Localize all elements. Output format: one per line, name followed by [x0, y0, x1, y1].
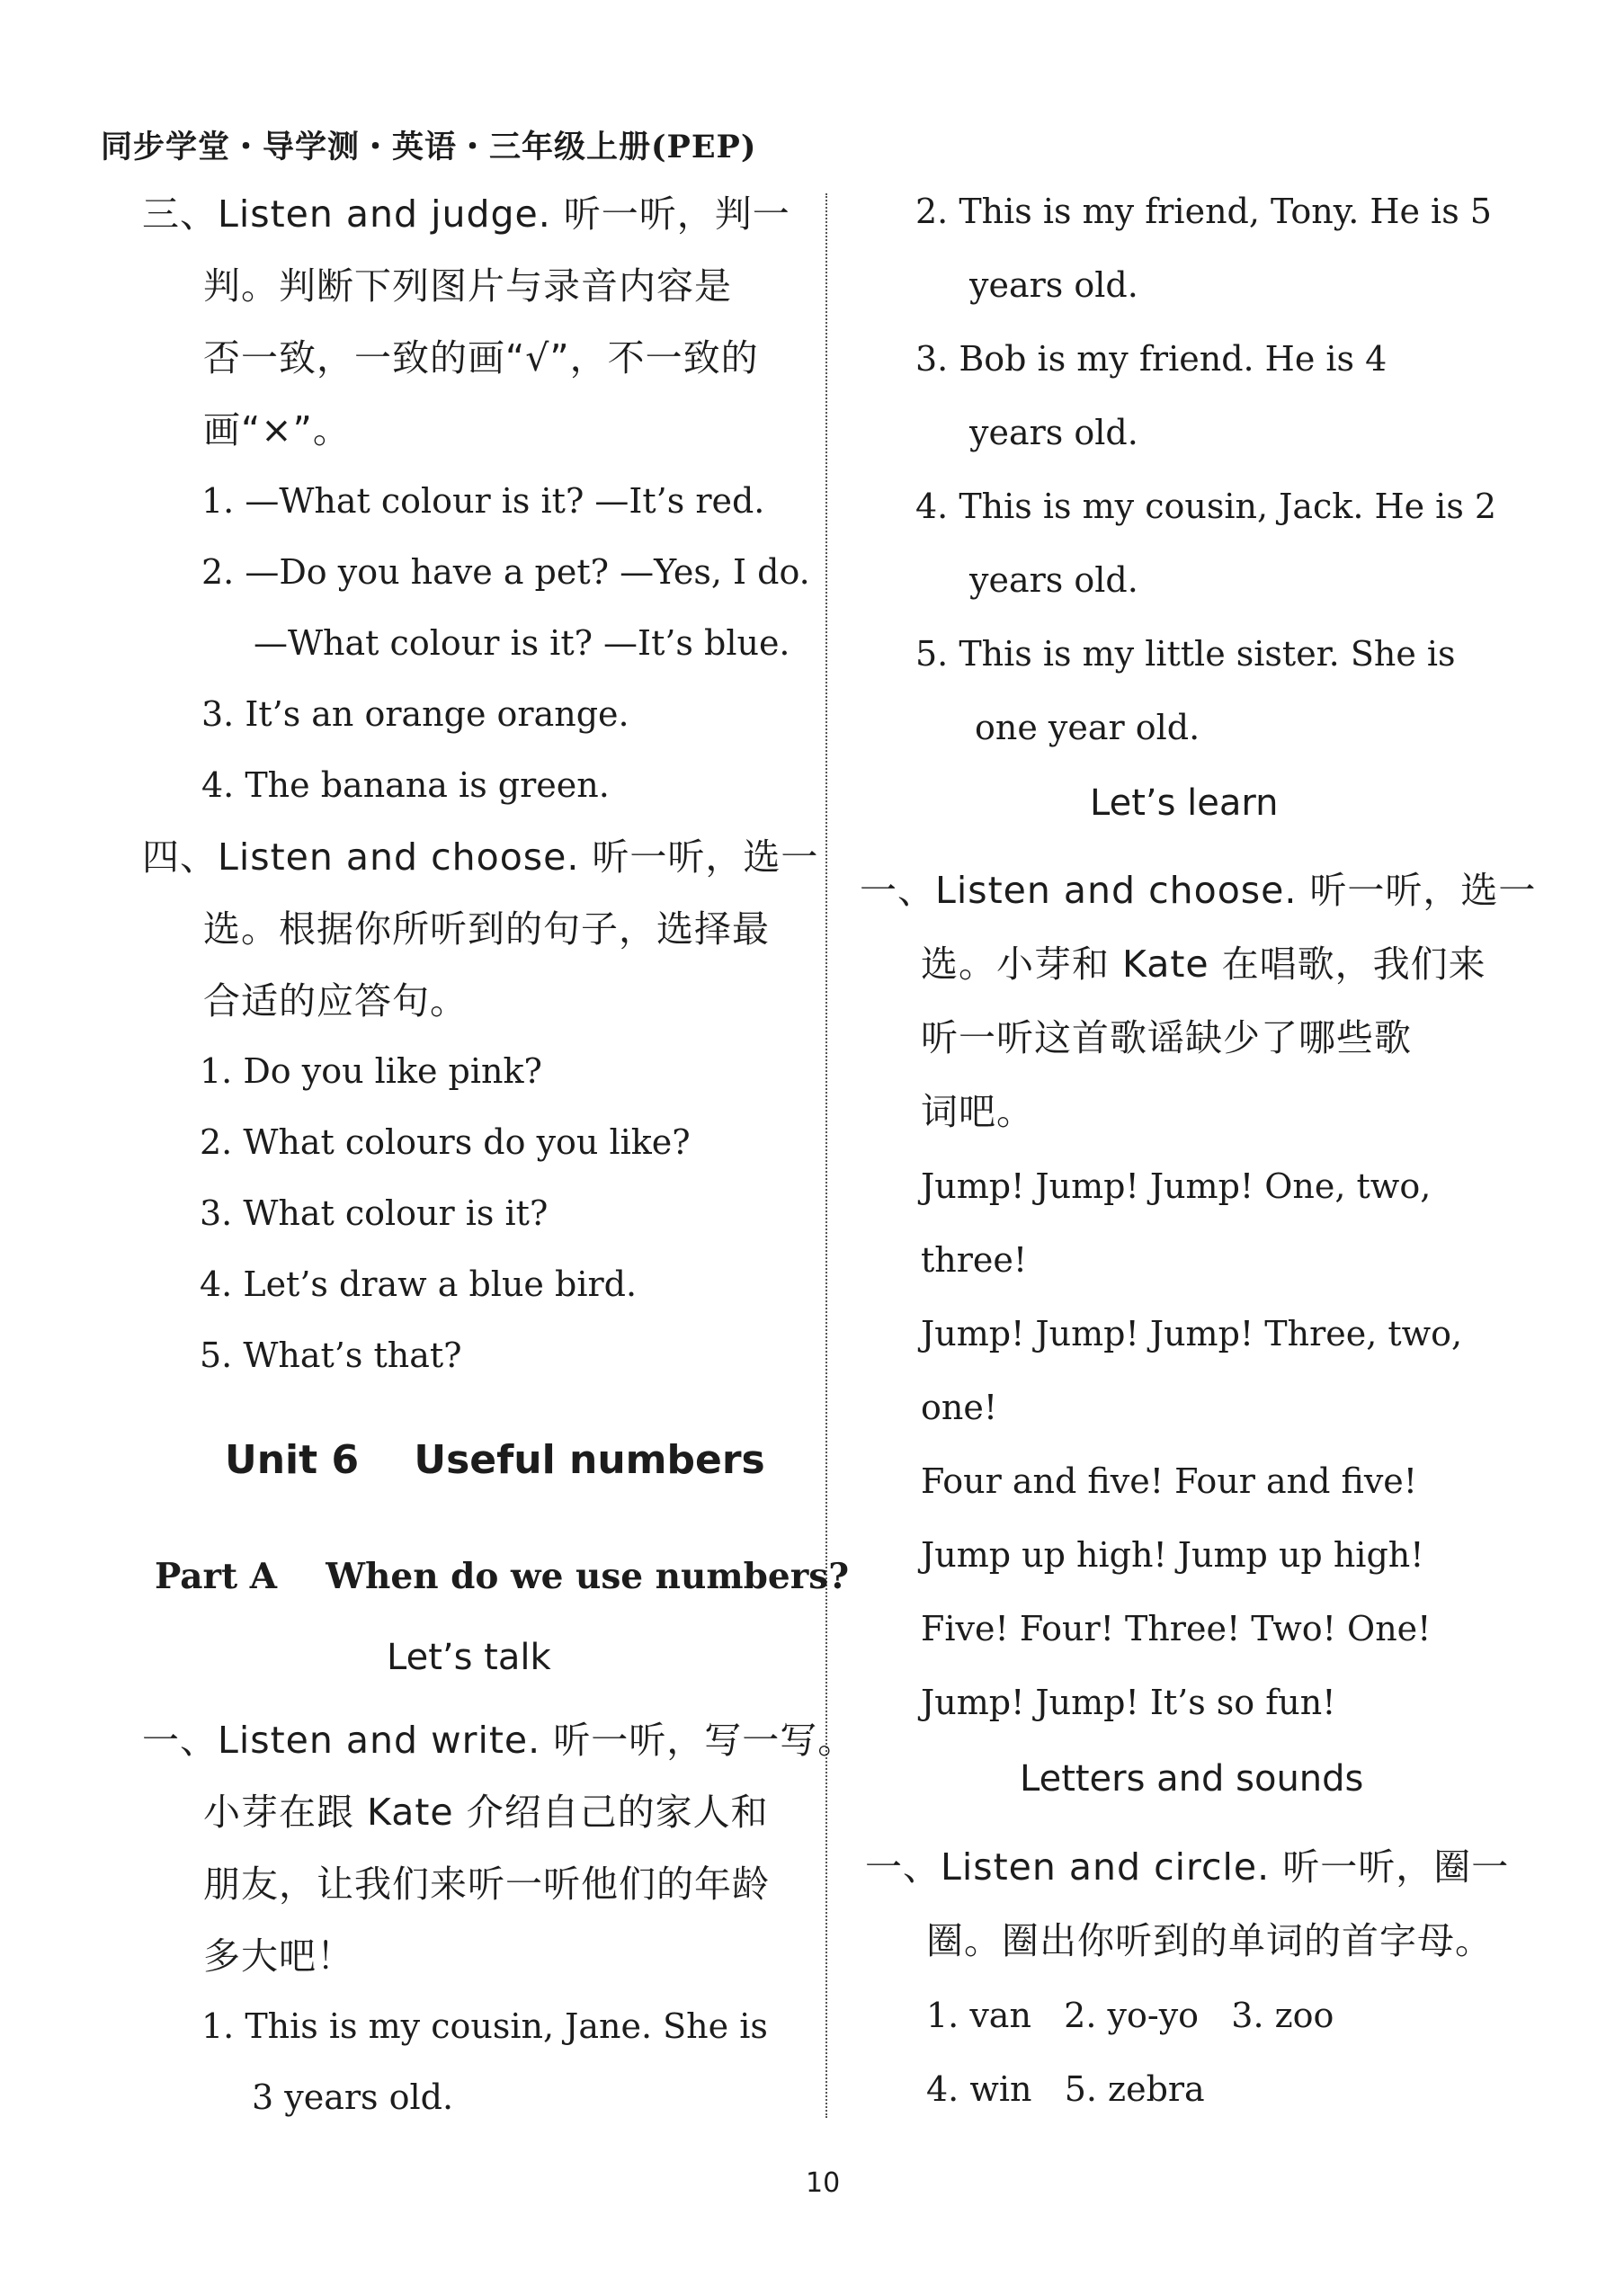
section3-line4: 画“×”。	[203, 408, 351, 451]
circle-section-line2: 圈。圈出你听到的单词的首字母。	[926, 1919, 1493, 1962]
section4-line1: 四、Listen and choose. 听一听，选一	[142, 835, 819, 879]
lets-talk-heading: Let’s talk	[387, 1637, 551, 1678]
section3-line3: 否一致，一致的画“√”，不一致的	[203, 336, 759, 380]
song-line-6: Jump up high! Jump up high!	[921, 1535, 1424, 1575]
section4-item-5: 5. What’s that?	[200, 1335, 462, 1375]
page-header: 同步学堂・导学测・英语・三年级上册(PEP)	[101, 129, 757, 165]
talk-item-4b: years old.	[969, 560, 1138, 600]
talk-item-1b: 3 years old.	[252, 2077, 454, 2117]
talk-section1-line3: 朋友，让我们来听一听他们的年龄	[203, 1863, 770, 1906]
section4-item-3: 3. What colour is it?	[200, 1193, 549, 1233]
unit-title: Unit 6 Useful numbers	[225, 1437, 765, 1483]
learn-section-line1: 一、Listen and choose. 听一听，选一	[860, 869, 1537, 912]
section3-item-3: 3. It’s an orange orange.	[201, 694, 629, 734]
page-number: 10	[806, 2167, 841, 2199]
talk-section1-line2: 小芽在跟 Kate 介绍自己的家人和	[203, 1791, 769, 1834]
section3-item-2b: —What colour is it? —It’s blue.	[254, 623, 790, 663]
section4-item-4: 4. Let’s draw a blue bird.	[200, 1264, 638, 1304]
section4-line3: 合适的应答句。	[203, 979, 468, 1023]
talk-item-5b: one year old.	[975, 708, 1200, 747]
talk-item-1: 1. This is my cousin, Jane. She is	[201, 2006, 768, 2046]
song-line-4: one!	[921, 1388, 998, 1427]
talk-item-3: 3. Bob is my friend. He is 4	[915, 339, 1388, 379]
song-line-2: three!	[921, 1240, 1028, 1280]
talk-section1-line1: 一、Listen and write. 听一听，写一写。	[142, 1719, 856, 1762]
section4-line2: 选。根据你所听到的句子，选择最	[203, 907, 770, 951]
talk-item-2b: years old.	[969, 265, 1138, 305]
section3-line2: 判。判断下列图片与录音内容是	[203, 264, 732, 308]
song-line-8: Jump! Jump! It’s so fun!	[921, 1683, 1336, 1722]
talk-item-5: 5. This is my little sister. She is	[915, 634, 1456, 674]
part-title: Part A When do we use numbers?	[155, 1556, 850, 1597]
learn-section-line3: 听一听这首歌谣缺少了哪些歌	[921, 1016, 1412, 1059]
song-line-3: Jump! Jump! Jump! Three, two,	[921, 1314, 1463, 1353]
song-line-5: Four and five! Four and five!	[921, 1461, 1418, 1501]
section4-item-1: 1. Do you like pink?	[200, 1051, 542, 1091]
letters-sounds-heading: Letters and sounds	[1020, 1758, 1364, 1800]
talk-item-4: 4. This is my cousin, Jack. He is 2	[915, 487, 1497, 526]
talk-item-2: 2. This is my friend, Tony. He is 5	[915, 192, 1492, 231]
column-divider	[825, 193, 827, 2118]
talk-section1-line4: 多大吧！	[203, 1934, 354, 1978]
section3-item-1: 1. —What colour is it? —It’s red.	[201, 481, 765, 521]
lets-learn-heading: Let’s learn	[1090, 782, 1279, 824]
learn-section-line2: 选。小芽和 Kate 在唱歌，我们来	[921, 942, 1486, 986]
section3-line1: 三、Listen and judge. 听一听，判一	[142, 192, 790, 236]
section4-item-2: 2. What colours do you like?	[200, 1122, 691, 1162]
song-line-1: Jump! Jump! Jump! One, two,	[921, 1166, 1432, 1206]
learn-section-line4: 词吧。	[921, 1090, 1034, 1133]
song-line-7: Five! Four! Three! Two! One!	[921, 1609, 1432, 1648]
section3-item-4: 4. The banana is green.	[201, 765, 610, 805]
circle-words-row1: 1. van 2. yo-yo 3. zoo	[926, 1996, 1334, 2035]
section3-item-2: 2. —Do you have a pet? —Yes, I do.	[201, 552, 810, 592]
circle-words-row2: 4. win 5. zebra	[926, 2069, 1205, 2109]
circle-section-line1: 一、Listen and circle. 听一听，圈一	[865, 1845, 1510, 1889]
talk-item-3b: years old.	[969, 413, 1138, 452]
